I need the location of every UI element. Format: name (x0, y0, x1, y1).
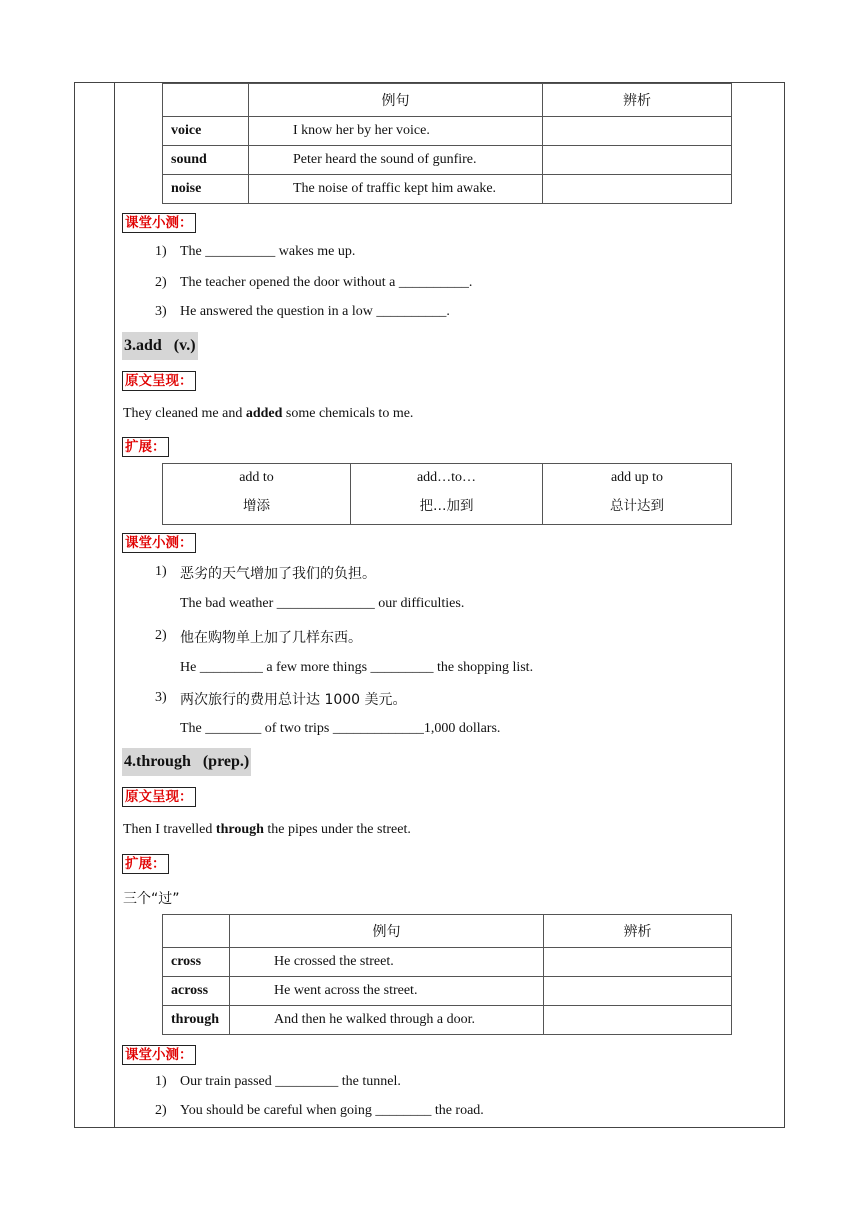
add-expansion-table (162, 463, 732, 525)
quiz-item-number: 2) (155, 275, 167, 290)
quiz-item-number: 1) (155, 244, 167, 259)
example-cell: And then he walked through a door. (230, 1006, 544, 1035)
quiz-label: 课堂小测： (122, 1045, 196, 1065)
original-sentence-post: some chemicals to me. (282, 406, 414, 421)
phrase-chinese: 总计达到 (610, 498, 664, 514)
header-cell-example: 例句 (249, 84, 543, 117)
example-cell: Peter heard the sound of gunfire. (249, 146, 543, 175)
phrase-english: add up to (610, 470, 664, 485)
table-row (163, 948, 732, 977)
analysis-cell (544, 948, 732, 977)
table-row (163, 977, 732, 1006)
original-text-label: 原文呈现： (122, 371, 196, 391)
quiz-item-number: 3) (155, 690, 167, 705)
table-header-row (163, 915, 732, 948)
original-sentence-keyword: added (245, 406, 283, 421)
header-cell-empty (163, 915, 230, 948)
expand-label: 扩展： (122, 854, 169, 874)
quiz-item-text: The __________ wakes me up. (180, 244, 356, 259)
header-cell-analysis: 辨析 (543, 84, 732, 117)
phrase-english: add to (239, 470, 274, 485)
analysis-cell (543, 175, 732, 204)
word-cell: cross (163, 948, 230, 977)
quiz-item-english: The ________ of two trips _____________1,000 dollars. (180, 721, 501, 736)
phrase-chinese: 增添 (243, 498, 270, 514)
quiz-item-chinese: 他在购物单上加了几样东西。 (180, 630, 362, 646)
analysis-cell (544, 977, 732, 1006)
table-row (163, 175, 732, 204)
analysis-cell (544, 1006, 732, 1035)
quiz-item-english: He _________ a few more things _________ the shopping list. (180, 660, 534, 675)
quiz-item-number: 3) (155, 304, 167, 319)
phrase-cell (543, 464, 732, 525)
example-cell: I know her by her voice. (249, 117, 543, 146)
example-cell: He went across the street. (230, 977, 544, 1006)
section-heading-add: 3.add (v.) (122, 332, 198, 360)
voice-sound-noise-table (162, 83, 732, 204)
quiz-item-number: 2) (155, 628, 167, 643)
table-row (163, 464, 732, 525)
phrase-english: add…to… (416, 470, 477, 485)
three-guo-subtitle: 三个“过” (123, 891, 180, 907)
quiz-item-number: 2) (155, 1103, 167, 1118)
original-text-label: 原文呈现： (122, 787, 196, 807)
word-cell: voice (163, 117, 249, 146)
example-cell: He crossed the street. (230, 948, 544, 977)
quiz-label: 课堂小测： (122, 533, 196, 553)
header-cell-analysis: 辨析 (544, 915, 732, 948)
quiz-item-number: 1) (155, 564, 167, 579)
quiz-item-text: Our train passed _________ the tunnel. (180, 1074, 401, 1089)
expand-label: 扩展： (122, 437, 169, 457)
word-cell: sound (163, 146, 249, 175)
header-cell-empty (163, 84, 249, 117)
phrase-cell (163, 464, 351, 525)
table-row (163, 1006, 732, 1035)
quiz-item-chinese: 两次旅行的费用总计达 1000 美元。 (180, 692, 407, 708)
quiz-item-text: You should be careful when going ________ the road. (180, 1103, 484, 1118)
table-row (163, 117, 732, 146)
table-header-row (163, 84, 732, 117)
header-cell-example: 例句 (230, 915, 544, 948)
original-sentence-pre: They cleaned me and (123, 406, 246, 421)
quiz-item-chinese: 恶劣的天气增加了我们的负担。 (180, 566, 376, 582)
word-cell: noise (163, 175, 249, 204)
frame-column-divider (114, 82, 115, 1128)
original-sentence-pre: Then I travelled (123, 822, 216, 837)
quiz-item-text: He answered the question in a low __________. (180, 304, 450, 319)
original-sentence-keyword: through (215, 822, 264, 837)
table-row (163, 146, 732, 175)
example-cell: The noise of traffic kept him awake. (249, 175, 543, 204)
quiz-label: 课堂小测： (122, 213, 196, 233)
section-heading-through: 4.through (prep.) (122, 748, 251, 776)
phrase-chinese: 把…加到 (419, 498, 474, 514)
original-sentence-post: the pipes under the street. (263, 822, 411, 837)
word-cell: through (163, 1006, 230, 1035)
quiz-item-english: The bad weather ______________ our difficulties. (180, 596, 465, 611)
word-cell: across (163, 977, 230, 1006)
original-sentence (123, 822, 411, 838)
original-sentence (123, 406, 413, 422)
quiz-item-text: The teacher opened the door without a __________. (180, 275, 473, 290)
analysis-cell (543, 117, 732, 146)
quiz-item-number: 1) (155, 1074, 167, 1089)
analysis-cell (543, 146, 732, 175)
phrase-cell (351, 464, 543, 525)
cross-across-through-table (162, 914, 732, 1035)
